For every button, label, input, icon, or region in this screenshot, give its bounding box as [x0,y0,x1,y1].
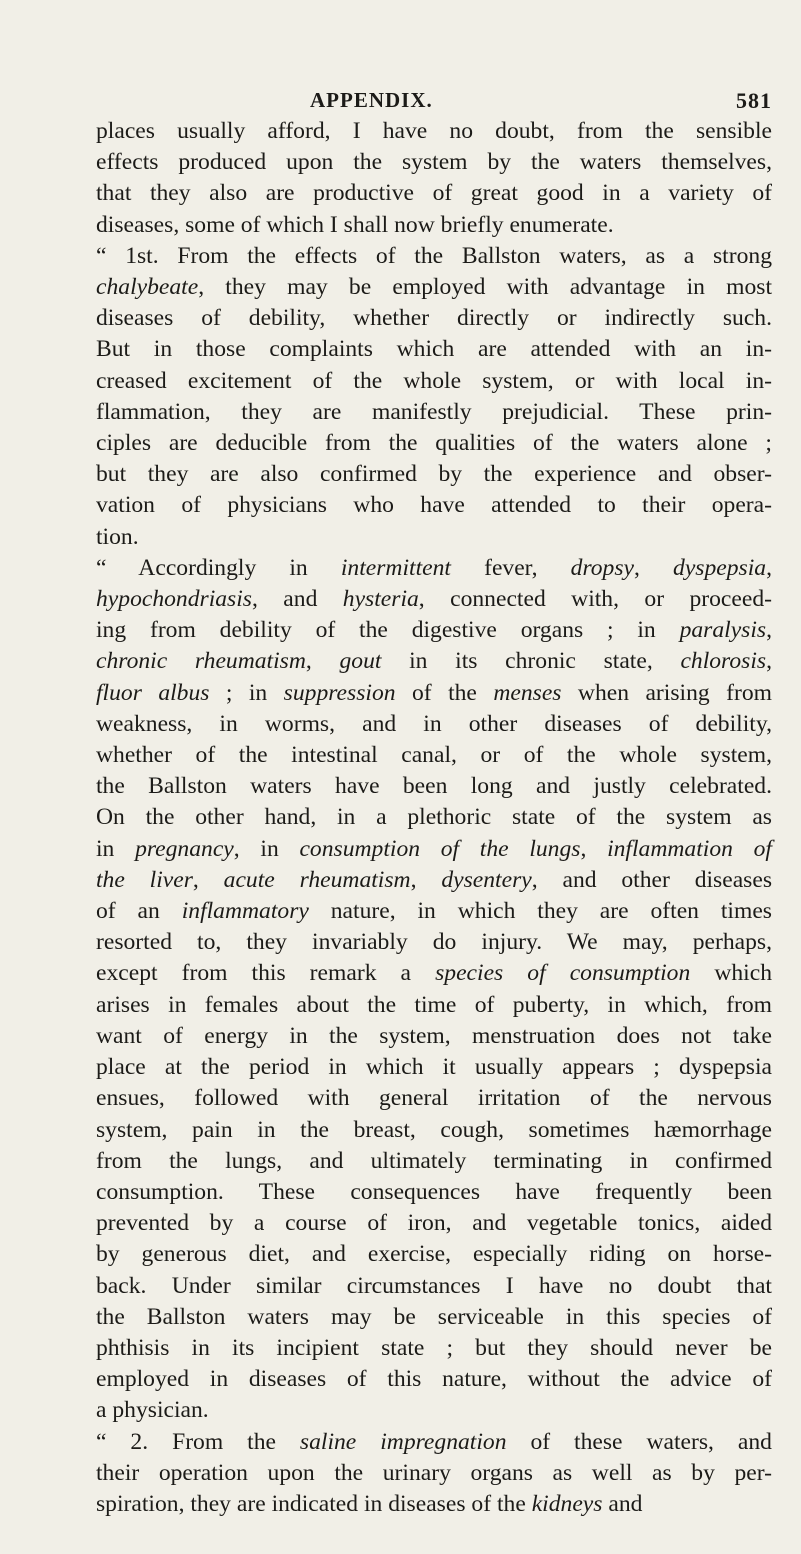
text-segment: But in those complaints which are attended with an in- [96,336,772,363]
italic-text: menses [493,679,562,706]
text-line [96,1395,772,1426]
text-line [96,865,772,896]
text-segment: the Ballston waters may be serviceable in this species of [96,1303,772,1330]
text-segment: of these waters, and [506,1428,772,1455]
text-line [96,428,772,459]
text-line [96,272,772,303]
text-segment: ciples are deducible from the qualities of the waters alone ; [96,430,772,457]
text-segment: phthisis in its incipient state ; but they should never be [96,1334,772,1361]
text-line [96,553,772,584]
text-line [96,1021,772,1052]
text-segment: , [766,648,772,675]
text-segment: , and other diseases [531,866,773,893]
italic-text: fluor albus [96,679,210,706]
text-segment: effects produced upon the system by the waters themselves, [96,149,772,176]
text-line [96,1364,772,1395]
text-segment: when arising from [561,679,772,706]
text-line [96,1271,772,1302]
text-line [96,678,772,709]
text-segment: , [766,554,772,581]
italic-text: chlorosis [680,648,767,675]
text-segment: which [690,960,772,987]
text-segment: diseases of debility, whether directly or indirectly such. [96,305,772,332]
text-segment: place at the period in which it usually appears ; dyspepsia [96,1054,772,1081]
body-text [96,116,772,1520]
text-line [96,1208,772,1239]
text-line [96,740,772,771]
text-segment: , they may be employed with advantage in most [198,274,772,301]
text-line [96,646,772,677]
italic-text: hypochondriasis [96,586,252,613]
text-segment: from the lungs, and ultimately terminating in confirmed [96,1147,772,1174]
text-segment: but they are also confirmed by the experience and obser- [96,461,772,488]
text-segment: , [634,554,674,581]
text-segment: by generous diet, and exercise, especially riding on horse- [96,1241,772,1268]
italic-text: dyspepsia [673,554,767,581]
text-segment: , in [233,835,300,862]
italic-text: intermittent [340,554,451,581]
text-segment: , [580,835,608,862]
text-line [96,116,772,147]
text-segment: ing from debility of the digestive organs ; in [96,617,680,644]
italic-text: saline impregnation [299,1428,507,1455]
text-line [96,896,772,927]
text-segment: fever, [450,554,571,581]
text-line [96,1302,772,1333]
running-head: APPENDIX. [310,88,433,112]
text-segment: spiration, they are indicated in diseases of the [96,1490,532,1517]
text-segment: consumption. These consequences have frequently been [96,1178,772,1205]
text-line [96,927,772,958]
text-segment: diseases, some of which I shall now briefly enumerate. [96,211,614,238]
text-segment: nature, in which they are often times [308,898,772,925]
italic-text: gout [339,648,382,675]
text-segment: a physician. [96,1397,209,1424]
text-segment: that they also are productive of great good in a variety of [96,180,772,207]
text-line [96,241,772,272]
text-segment: in its chronic state, [381,648,681,675]
text-segment: On the other hand, in a plethoric state of the system as [96,804,772,831]
text-segment: arises in females about the time of puberty, in which, from [96,991,772,1018]
text-line [96,990,772,1021]
text-segment: tion. [96,523,139,550]
italic-text: chalybeate [96,274,199,301]
text-line [96,397,772,428]
text-segment: prevented by a course of iron, and vegetable tonics, aided [96,1210,772,1237]
italic-text: consumption of the lungs [299,835,581,862]
text-line [96,522,772,553]
text-line [96,1489,772,1520]
text-line [96,178,772,209]
italic-text: dropsy [570,554,634,581]
italic-text: pregnancy [135,835,234,862]
italic-text: dysentery [441,866,532,893]
text-segment: , and [251,586,343,613]
page-number: 581 [736,88,772,113]
text-line [96,771,772,802]
text-segment: , [410,866,442,893]
text-segment: back. Under similar circumstances I have no doubt that [96,1272,772,1299]
text-segment: flammation, they are manifestly prejudicial. These prin- [96,398,772,425]
text-segment: creased excitement of the whole system, or with local in- [96,367,772,394]
text-line [96,709,772,740]
text-line [96,1052,772,1083]
text-segment: ensues, followed with general irritation of the nervous [96,1085,772,1112]
text-segment: “ 1st. From the effects of the Ballston waters, as a strong [96,242,772,269]
text-segment: employed in diseases of this nature, without the advice of [96,1366,772,1393]
text-line [96,1333,772,1364]
text-line [96,1427,772,1458]
text-line [96,459,772,490]
italic-text: acute rheumatism [223,866,411,893]
text-line [96,1115,772,1146]
text-segment: and [602,1490,643,1517]
text-segment: the Ballston waters have been long and justly celebrated. [96,773,772,800]
italic-text: the liver [96,866,193,893]
text-line [96,1177,772,1208]
text-segment: resorted to, they invariably do injury. We may, perhaps, [96,929,772,956]
text-segment: system, pain in the breast, cough, sometimes hæmorrhage [96,1116,772,1143]
italic-text: suppression [283,679,396,706]
text-line [96,834,772,865]
text-line [96,334,772,365]
text-segment: , [192,866,224,893]
text-segment: of an [96,898,182,925]
text-line [96,490,772,521]
text-line [96,210,772,241]
text-line [96,958,772,989]
text-segment: in [96,835,136,862]
text-segment: , [305,648,340,675]
page-header [96,88,772,114]
text-segment: weakness, in worms, and in other diseases of debility, [96,710,772,737]
italic-text: species of consumption [435,960,691,987]
italic-text: inflammatory [181,898,309,925]
text-segment: their operation upon the urinary organs as well as by per- [96,1459,772,1486]
text-segment: , [766,617,772,644]
text-segment: “ 2. From the [96,1428,300,1455]
text-line [96,615,772,646]
text-segment: “ Accordingly in [96,554,341,581]
text-line [96,366,772,397]
text-line [96,584,772,615]
text-segment: , connected with, or proceed- [418,586,772,613]
italic-text: chronic rheumatism [96,648,306,675]
text-segment: except from this remark a [96,960,436,987]
text-segment: want of energy in the system, menstruation does not take [96,1022,772,1049]
text-line [96,1083,772,1114]
text-line [96,802,772,833]
text-line [96,1458,772,1489]
text-line [96,1146,772,1177]
italic-text: kidneys [531,1490,603,1517]
text-line [96,147,772,178]
italic-text: inflammation of [607,835,772,862]
text-segment: ; in [209,679,284,706]
text-segment: places usually afford, I have no doubt, from the sensible [96,118,772,144]
italic-text: hysteria [342,586,419,613]
italic-text: paralysis [679,617,767,644]
text-segment: vation of physicians who have attended to their opera- [96,492,772,519]
text-segment: of the [395,679,494,706]
text-line [96,1239,772,1270]
text-segment: whether of the intestinal canal, or of the whole system, [96,742,772,769]
text-line [96,303,772,334]
